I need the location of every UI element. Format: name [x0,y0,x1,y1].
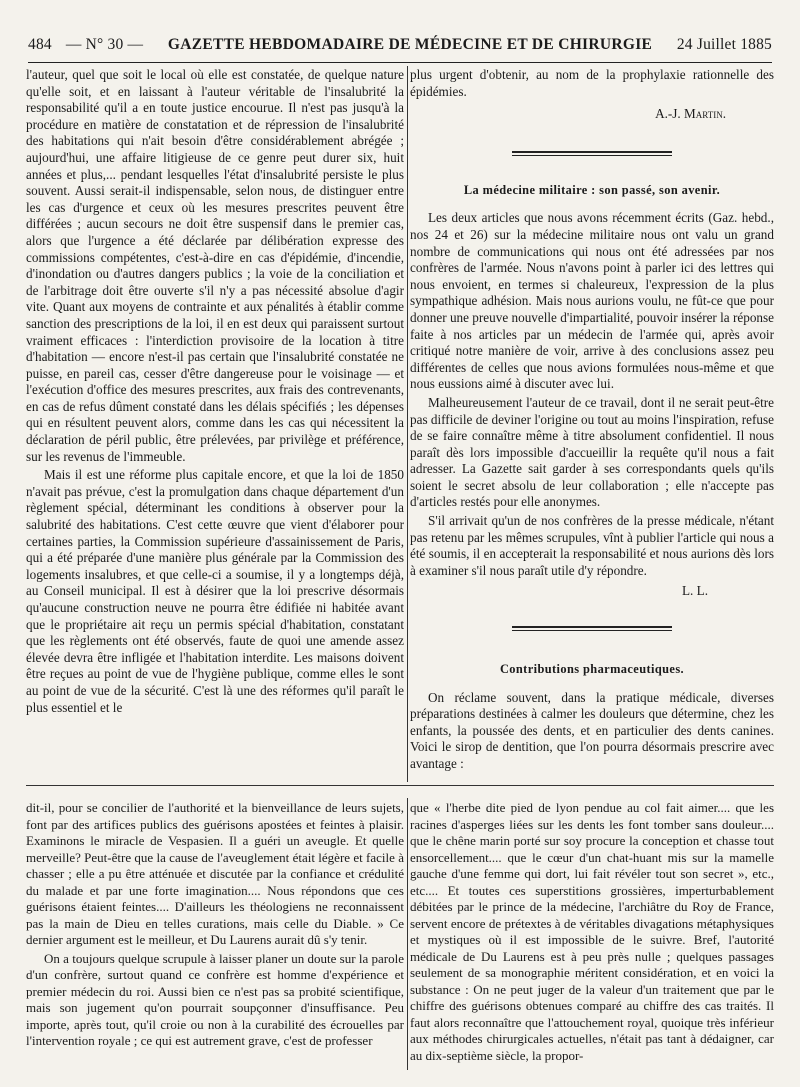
article-paragraph: S'il arrivait qu'un de nos confrères de la presse médicale, n'étant pas retenu par les mêmes scrupules, vînt à publier l'article qui nous a été soumis, il en accepterait la responsabilité et nous aurions dès lors à examiner s'il nous paraît utile d'y répondre. [410,513,774,578]
author-signature: A.-J. Martin. [655,106,726,122]
column-upper-left [26,67,404,779]
article-paragraph: plus urgent d'obtenir, au nom de la prophylaxie rationnelle des épidémies. [410,67,774,99]
column-lower-left [26,800,404,1070]
article-paragraph: Les deux articles que nous avons récemment écrits (Gaz. hebd., nos 24 et 26) sur la médecine militaire nous ont valu un grand nombre de communications qui nous ont été adressées par nos confrères de l'armée. Nous n'avons point à parler ici des lettres qui nous envoient, en termes si chaleureux, l'expression de la plus sympathique adhésion. Mais nous aurions voulu, ne fût-ce que pour donner une preuve nouvelle d'impartialité, pouvoir insérer la réponse faite à nos articles par un médecin de l'armée qui, après avoir critiqué notre manière de voir, arrive à des conclusions assez peu différentes de celles que nous avions formulées nous-même et que nous eussions aimé à discuter avec lui. [410,210,774,392]
page-number: 484 [28,36,52,53]
horizontal-separator [26,785,774,786]
section-title-pharmaceutical: Contributions pharmaceutiques. [499,662,685,677]
article-paragraph: l'auteur, quel que soit le local où elle est constatée, de quelque nature qu'elle soit, et en laissant à l'auteur véritable de l'insalubrité la responsabilité qu'il a en toute justice encourue. Il n'est pas jusqu'à la procédure en matière de constatation et de répression de l'insalubrité des habitations qui n'ait besoin d'être considérablement abrégée ; aujourd'hui, une affaire litigieuse de ce genre peut durer six, huit années et plus,... pendant lesquelles l'état d'insalubrité persiste le plus souvent. Aussi serait-il indispensable, selon nous, de distinguer entre les cas d'urgence et ceux où les mesures prescrites peuvent être différées ; aucun secours ne doit être suspensif dans le premier cas, alors que l'urgence a été déclarée par délibération expresse des commissions compétentes, c'est-à-dire en cas d'épidémie, d'incendie, d'inondation ou d'autres dangers publics ; la voie de la conciliation et de l'arbitrage doit être ouverte s'il n'y a pas nécessité absolue d'agir vite. Quant aux moyens de contrainte et aux pénalités à établir comme sanction des prescriptions de la loi, il en est deux qui paraissent surtout vraiment efficaces : l'interdiction provisoire de la location à titre d'habitation — encore n'est-il pas certain que l'insalubrité constatée ne puisse, en pareil cas, cesser d'être dangereuse pour le voisinage — et l'exécution d'office des mesures prescrites, aux frais des contrevenants, en cas de refus dûment constaté dans les délais spécifiés ; les dépenses qui en résultent peuvent alors, comme dans les cas qui nécessitent la déclaration de péril public, être prélevées, par privilège et préférence, sur les revenus de l'immeuble. [26,67,404,464]
column-upper-right [410,67,774,779]
column-divider-lower [407,798,408,1070]
article-paragraph: On a toujours quelque scrupule à laisser planer un doute sur la parole d'un confrère, surtout quand ce confrère est homme d'expérience et premier médecin du roi. Aussi bien ce n'est pas sa probité scientifique, mais son jugement qu'on pourrait soupçonner d'insuffisance. Peu importe, après tout, qu'il croie ou non à la curabilité des écrouelles par l'intervention royale ; ce qui est autrement grave, c'est de professer [26,950,404,1048]
article-paragraph: Mais il est une réforme plus capitale encore, et que la loi de 1850 n'avait pas prévue, c'est la promulgation dans chaque département d'un règlement spécial, déterminant les conditions à observer pour la salubrité des habitations. C'est cette œuvre que vient d'élaborer pour certaines parties, la Commission supérieure d'assainissement de Paris, qui a été préparée d'une manière plus générale par la Commission des logements insalubres, et que celle-ci a soumise, il y a longtemps déjà, au Conseil municipal. Il est à désirer que la loi prescrive désormais qu'aucune construction neuve ne pourra être édifiée ni habitée avant que le propriétaire ait reçu un permis spécial d'habitation, constatant que les règlements ont été observés, faute de quoi une amende assez élevée devra être infligée et l'habitation interdite. Les maisons doivent être reçues au point de vue de l'hygiène publique, comme elles le sont au point de vue de la sécurité. C'est là une des réformes qu'il paraît le plus essentiel et le [26,467,404,715]
column-divider-upper [407,66,408,782]
column-lower-right [410,800,774,1070]
section-divider [512,626,672,631]
section-title-military-medicine: La médecine militaire : son passé, son avenir. [463,182,721,197]
article-paragraph: dit-il, pour se concilier de l'authorité et la bienveillance de leurs sujets, font par des artifices publics des guérisons apostées et feintes à plaisir. Examinons le miracle de Vespasien. Il a guéri un aveugle. Et quelle merveille? Peut-être que la cause de l'aveuglement était légère et facile à chasser ; elle a pu être atténuée et discutée par la confiance et crédulité du malade et par une forte imagination.... Nous répondons que ces guérisons étaient feintes.... D'ailleurs les théologiens ne reconnaissent pas la main de Dieu en telles curations, mais celle du Diable. » Ce dernier argument est le meilleur, et Du Laurens aurait dû s'y tenir. [26,800,404,947]
article-paragraph: Malheureusement l'auteur de ce travail, dont il ne serait peut-être pas difficile de deviner l'origine ou tout au moins l'inspiration, refuse de se faire connaître même à titre absolument confidentiel. Il nous paraît dès lors impossible d'accueillir la requête qu'il nous a fait adresser. La Gazette sait garder à ses correspondants quels qu'ils soient le secret absolu de leur collaboration ; elle n'accepte pas d'articles restés pour elle anonymes. [410,394,774,510]
issue-number: — N° 30 — [65,36,144,53]
article-paragraph: que « l'herbe dite pied de lyon pendue au col fait aimer.... que les racines d'asperges liées sur les dents les font tomber sans douleur.... que le chêne marin porté sur soy procure la conception et chasse tout ensorcellement.... que le cœur d'un chat-huant mis sur la mamelle gauche d'une femme qui dort, lui fait révéler tout son secret », etc., etc.... Et toutes ces superstitions grossières, imperturbablement débitées par le prince de la médecine, l'archiâtre du Roy de France, servent encore de prétextes à de véritables divagations métaphysiques et mystiques où il est impossible de le suivre. Bref, l'autorité médicale de Du Laurens est à peu près nulle ; quelques passages seulement de sa monographie méritent considération, et en voici la substance : On ne peut juger de la valeur d'un traitement que par le chiffre des guérisons obtenues comparé au chiffre des cas traités. Il faut alors reconnaître que l'attouchement royal, quoique très inférieur aux méthodes chirurgicales actuelles, n'était pas tant à dédaigner, car au dix-septième siècle, la propor- [410,800,774,1063]
page-header [28,36,772,60]
section-divider [512,151,672,156]
journal-title: GAZETTE HEBDOMADAIRE DE MÉDECINE ET DE CHIRURGIE [167,36,653,53]
header-rule [28,62,772,63]
author-initials: L. L. [681,583,708,599]
article-paragraph: On réclame souvent, dans la pratique médicale, diverses préparations destinées à calmer les douleurs que détermine, chez les enfants, la poussée des dents, et en particulier des dents canines. Voici le sirop de dentition, que l'on pourra désormais prescrire avec avantage : [410,689,774,771]
issue-date: 24 Juillet 1885 [676,36,772,53]
